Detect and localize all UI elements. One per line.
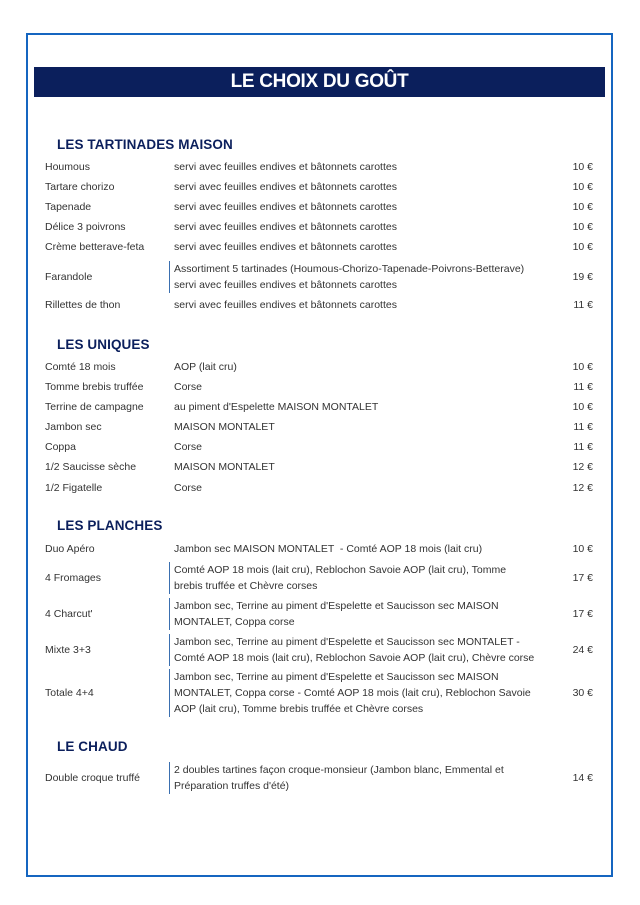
item-description (174, 159, 397, 175)
item-price: 10 € (572, 201, 593, 213)
section-title: LE CHAUD (57, 739, 128, 754)
item-description (174, 199, 397, 215)
item-price: 17 € (572, 608, 593, 620)
item-price: 10 € (572, 543, 593, 555)
menu-item (45, 239, 595, 255)
item-name: Mixte 3+3 (45, 644, 91, 656)
menu-item (45, 199, 595, 215)
menu-item (45, 379, 595, 395)
item-name: Totale 4+4 (45, 687, 94, 699)
item-description (174, 239, 397, 255)
item-name: Tomme brebis truffée (45, 381, 144, 393)
item-name: 1/2 Saucisse sèche (45, 461, 137, 473)
description-line: AOP (lait cru), Tomme brebis truffée et Chèvre corses (174, 703, 424, 715)
item-description (174, 379, 202, 395)
item-description (169, 562, 506, 594)
item-price: 30 € (572, 687, 593, 699)
description-line: Corse (174, 482, 203, 494)
menu-item (45, 541, 595, 557)
description-line: Préparation truffes d'été) (174, 780, 290, 792)
item-name: Coppa (45, 441, 76, 453)
item-description (174, 419, 275, 435)
item-price: 14 € (572, 772, 593, 784)
menu-item (45, 359, 595, 375)
menu-item (45, 598, 595, 630)
menu-item (45, 459, 595, 475)
item-price: 11 € (573, 299, 593, 311)
description-line: servi avec feuilles endives et bâtonnets carottes (174, 161, 397, 173)
item-name: Duo Apéro (45, 543, 95, 555)
item-price: 10 € (572, 401, 593, 413)
item-name: Comté 18 mois (45, 361, 116, 373)
item-name: Terrine de campagne (45, 401, 144, 413)
item-name: Double croque truffé (45, 772, 140, 784)
item-name: 4 Fromages (45, 572, 102, 584)
item-name: Crème betterave-feta (45, 241, 145, 253)
menu-item (45, 219, 595, 235)
item-description (174, 480, 202, 496)
item-description (174, 297, 397, 313)
item-description (169, 261, 524, 293)
title-banner (34, 67, 605, 97)
menu-item (45, 399, 595, 415)
item-price: 11 € (573, 441, 593, 453)
description-line: MONTALET, Coppa corse - Comté AOP 18 mois (lait cru), Reblochon Savoie (174, 687, 531, 699)
menu-item (45, 159, 595, 175)
description-line: servi avec feuilles endives et bâtonnets carottes (174, 241, 397, 253)
menu-item (45, 179, 595, 195)
description-line: Comté AOP 18 mois (lait cru), Reblochon Savoie AOP (lait cru), Chèvre corse (174, 652, 535, 664)
item-price: 17 € (572, 572, 593, 584)
description-line: Corse (174, 441, 203, 453)
menu-item (45, 762, 595, 794)
item-price: 12 € (572, 461, 593, 473)
item-name: Tartare chorizo (45, 181, 115, 193)
description-line: Corse (174, 381, 203, 393)
item-price: 10 € (572, 241, 593, 253)
item-price: 11 € (573, 381, 593, 393)
item-description (174, 219, 397, 235)
item-description (169, 634, 534, 666)
description-line: servi avec feuilles endives et bâtonnets carottes (174, 299, 397, 311)
item-name: Délice 3 poivrons (45, 221, 126, 233)
description-line: servi avec feuilles endives et bâtonnets carottes (174, 221, 397, 233)
item-price: 11 € (573, 421, 593, 433)
description-line: Jambon sec, Terrine au piment d'Espelette et Saucisson sec MONTALET - (174, 636, 520, 648)
menu-item (45, 419, 595, 435)
item-description (174, 541, 482, 557)
item-price: 10 € (572, 161, 593, 173)
item-description (169, 669, 531, 717)
item-price: 10 € (572, 361, 593, 373)
description-line: servi avec feuilles endives et bâtonnets carottes (174, 201, 397, 213)
item-name: 4 Charcut' (45, 608, 93, 620)
menu-item (45, 439, 595, 455)
description-line: Jambon sec, Terrine au piment d'Espelette et Saucisson sec MAISON (174, 671, 499, 683)
item-description (174, 179, 397, 195)
page-title: LE CHOIX DU GOÛT (230, 71, 409, 92)
item-name: Farandole (45, 271, 93, 283)
item-description (174, 359, 237, 375)
item-description (174, 399, 378, 415)
item-name: Houmous (45, 161, 90, 173)
description-line: servi avec feuilles endives et bâtonnets carottes (174, 279, 397, 291)
item-description (169, 598, 499, 630)
description-line: Comté AOP 18 mois (lait cru), Reblochon Savoie AOP (lait cru), Tomme (174, 564, 507, 576)
menu-item (45, 669, 595, 717)
menu-item (45, 634, 595, 666)
item-price: 10 € (572, 181, 593, 193)
description-line: MAISON MONTALET (174, 461, 275, 473)
item-name: Tapenade (45, 201, 92, 213)
item-price: 19 € (572, 271, 593, 283)
description-line: AOP (lait cru) (174, 361, 237, 373)
item-description (174, 459, 275, 475)
item-description (169, 762, 504, 794)
item-name: Jambon sec (45, 421, 102, 433)
section-title: LES UNIQUES (57, 337, 150, 352)
item-price: 10 € (572, 221, 593, 233)
item-name: Rillettes de thon (45, 299, 121, 311)
description-line: au piment d'Espelette MAISON MONTALET (174, 401, 379, 413)
item-description (174, 439, 202, 455)
section-title: LES PLANCHES (57, 518, 163, 533)
menu-item (45, 562, 595, 594)
menu-item (45, 297, 595, 313)
description-line: Jambon sec MAISON MONTALET - Comté AOP 18 mois (lait cru) (174, 543, 483, 555)
description-line: 2 doubles tartines façon croque-monsieur (Jambon blanc, Emmental et (174, 764, 504, 776)
menu-item (45, 261, 595, 293)
description-line: Assortiment 5 tartinades (Houmous-Chorizo-Tapenade-Poivrons-Betterave) (174, 263, 525, 275)
description-line: MAISON MONTALET (174, 421, 275, 433)
description-line: MONTALET, Coppa corse (174, 616, 295, 628)
item-price: 12 € (572, 482, 593, 494)
section-title: LES TARTINADES MAISON (57, 137, 233, 152)
item-name: 1/2 Figatelle (45, 482, 103, 494)
menu-item (45, 480, 595, 496)
description-line: brebis truffée et Chèvre corses (174, 580, 318, 592)
description-line: Jambon sec, Terrine au piment d'Espelette et Saucisson sec MAISON (174, 600, 499, 612)
description-line: servi avec feuilles endives et bâtonnets carottes (174, 181, 397, 193)
item-price: 24 € (572, 644, 593, 656)
